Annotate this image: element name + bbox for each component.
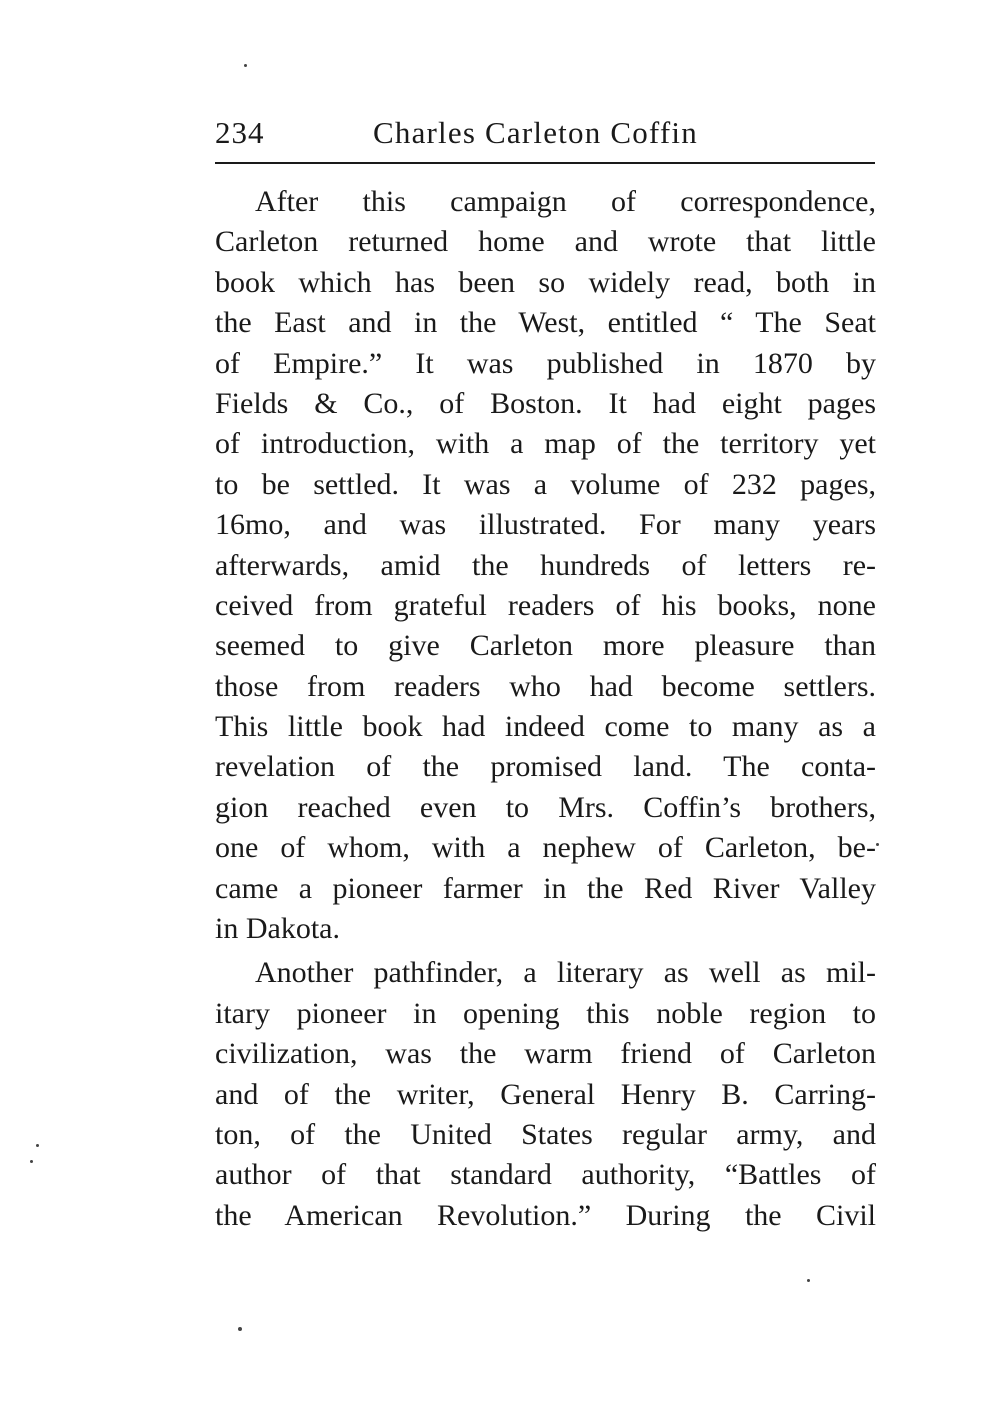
paragraph: [215, 182, 876, 949]
body-text: [215, 182, 876, 1236]
text-line: Fields & Co., of Boston. It had eight pages: [215, 386, 876, 420]
scan-speck: [238, 1327, 242, 1331]
text-line: book which has been so widely read, both in: [215, 265, 876, 299]
text-line: This little book had indeed come to many as a: [215, 710, 876, 744]
text-line: After this campaign of correspondence,: [255, 185, 876, 218]
text-line: Carleton returned home and wrote that little: [215, 225, 876, 259]
header-rule: [215, 162, 875, 164]
paragraph: [215, 953, 876, 1236]
text-line: of Empire.” It was published in 1870 by: [215, 346, 876, 380]
scan-speck: [807, 1279, 810, 1282]
text-line: one of whom, with a nephew of Carleton, be-: [215, 831, 876, 865]
scan-speck: [36, 1144, 39, 1147]
text-line: and of the writer, General Henry B. Carring-: [215, 1077, 876, 1111]
scan-speck: [30, 1160, 33, 1163]
text-line: 16mo, and was illustrated. For many years: [215, 508, 876, 542]
text-line: revelation of the promised land. The conta-: [215, 750, 876, 784]
text-line: came a pioneer farmer in the Red River Valley: [215, 871, 876, 905]
text-line: the American Revolution.” During the Civil: [215, 1198, 876, 1232]
scan-speck: [876, 843, 879, 846]
running-title: Charles Carleton Coffin: [373, 115, 698, 150]
running-head: [215, 108, 875, 158]
text-line: author of that standard authority, “Battles of: [215, 1158, 876, 1192]
text-line: ton, of the United States regular army, and: [215, 1117, 876, 1151]
text-line: Another pathfinder, a literary as well as mil-: [255, 956, 876, 990]
text-line: itary pioneer in opening this noble region to: [215, 996, 876, 1030]
text-line: those from readers who had become settlers.: [215, 669, 876, 703]
text-line: seemed to give Carleton more pleasure than: [215, 629, 876, 663]
text-line: the East and in the West, entitled “ The Seat: [215, 306, 876, 340]
text-line: civilization, was the warm friend of Carleton: [215, 1037, 876, 1071]
text-line: in Dakota.: [215, 912, 340, 946]
scan-speck: [244, 64, 247, 67]
text-line: to be settled. It was a volume of 232 pages,: [215, 467, 876, 501]
text-line: gion reached even to Mrs. Coffin’s brothers,: [215, 790, 876, 824]
text-line: ceived from grateful readers of his books, none: [215, 588, 876, 622]
text-line: of introduction, with a map of the territory yet: [215, 427, 876, 461]
page-number: 234: [215, 115, 265, 150]
text-line: afterwards, amid the hundreds of letters re-: [215, 548, 876, 582]
